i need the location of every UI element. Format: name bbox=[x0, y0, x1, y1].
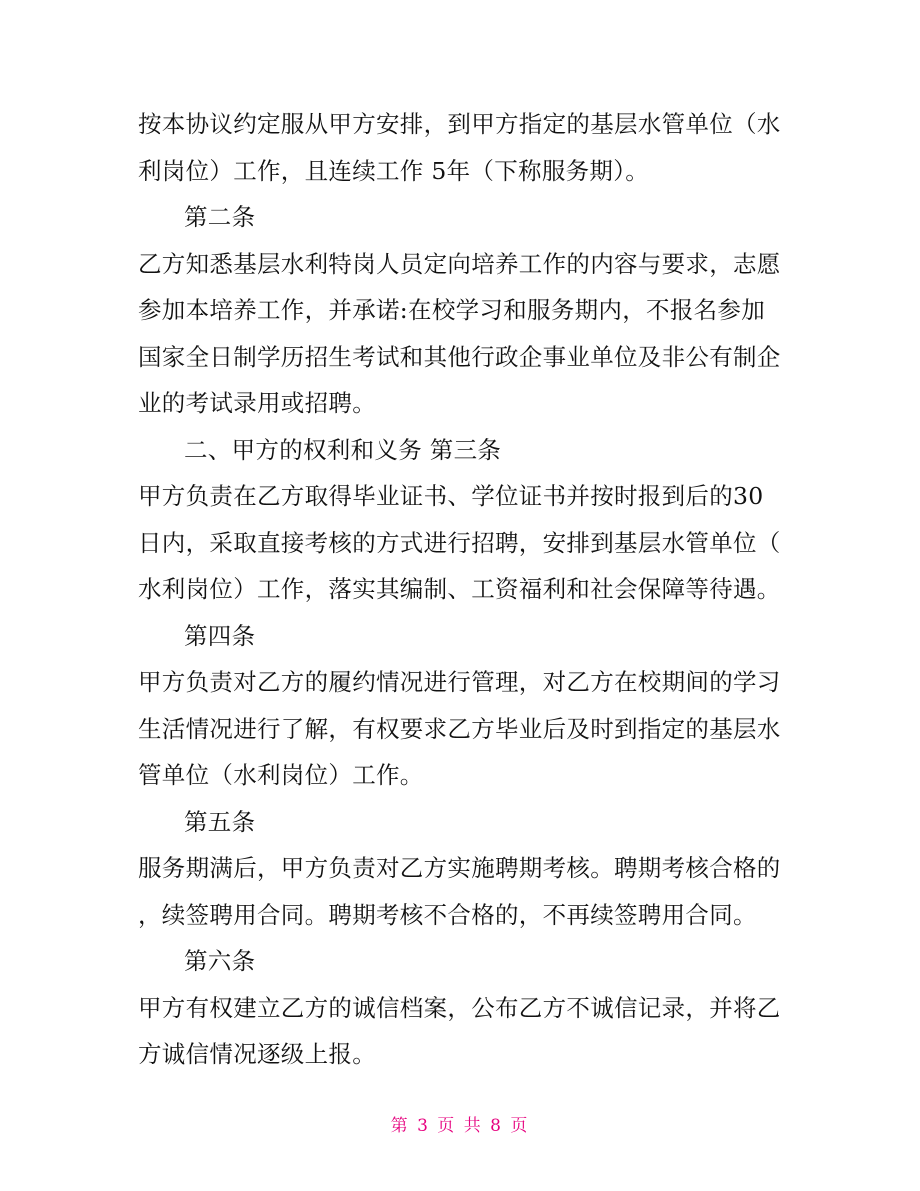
text-line: 业的考试录用或招聘。 bbox=[138, 389, 376, 417]
section-heading: 二、甲方的权利和义务 第三条 bbox=[184, 435, 502, 464]
text-line: 管单位（水利岗位）工作。 bbox=[138, 761, 424, 789]
text-line: 参加本培养工作，并承诺:在校学习和服务期内，不报名参加 bbox=[138, 296, 766, 324]
text-line: 乙方知悉基层水利特岗人员定向培养工作的内容与要求，志愿 bbox=[138, 249, 781, 278]
text-line: ，续签聘用合同。聘期考核不合格的，不再续签聘用合同。 bbox=[138, 900, 757, 929]
text-line: 日内，采取直接考核的方式进行招聘，安排到基层水管单位（ bbox=[138, 528, 781, 557]
article-heading: 第五条 bbox=[184, 807, 256, 836]
article-heading: 第二条 bbox=[184, 203, 256, 231]
text-line: 甲方负责对乙方的履约情况进行管理，对乙方在校期间的学习 bbox=[138, 668, 781, 696]
document-body bbox=[138, 101, 798, 1078]
article-heading: 第四条 bbox=[184, 621, 256, 650]
text-line: 利岗位）工作，且连续工作 5年（下称服务期）。 bbox=[138, 156, 650, 185]
text-line: 服务期满后，甲方负责对乙方实施聘期考核。聘期考核合格的 bbox=[138, 854, 781, 882]
text-line: 甲方负责在乙方取得毕业证书、学位证书并按时报到后的30 bbox=[138, 482, 764, 510]
article-heading: 第六条 bbox=[184, 947, 256, 975]
text-line: 水利岗位）工作，落实其编制、工资福利和社会保障等待遇。 bbox=[138, 575, 781, 603]
text-line: 方诚信情况逐级上报。 bbox=[138, 1040, 376, 1068]
page-number: 第 3 页 共 8 页 bbox=[390, 1116, 530, 1136]
text-line: 按本协议约定服从甲方安排，到甲方指定的基层水管单位（水 bbox=[138, 110, 781, 138]
text-line: 甲方有权建立乙方的诚信档案，公布乙方不诚信记录，并将乙 bbox=[138, 993, 781, 1022]
text-line: 生活情况进行了解，有权要求乙方毕业后及时到指定的基层水 bbox=[138, 714, 781, 743]
text-line: 国家全日制学历招生考试和其他行政企事业单位及非公有制企 bbox=[138, 342, 781, 371]
